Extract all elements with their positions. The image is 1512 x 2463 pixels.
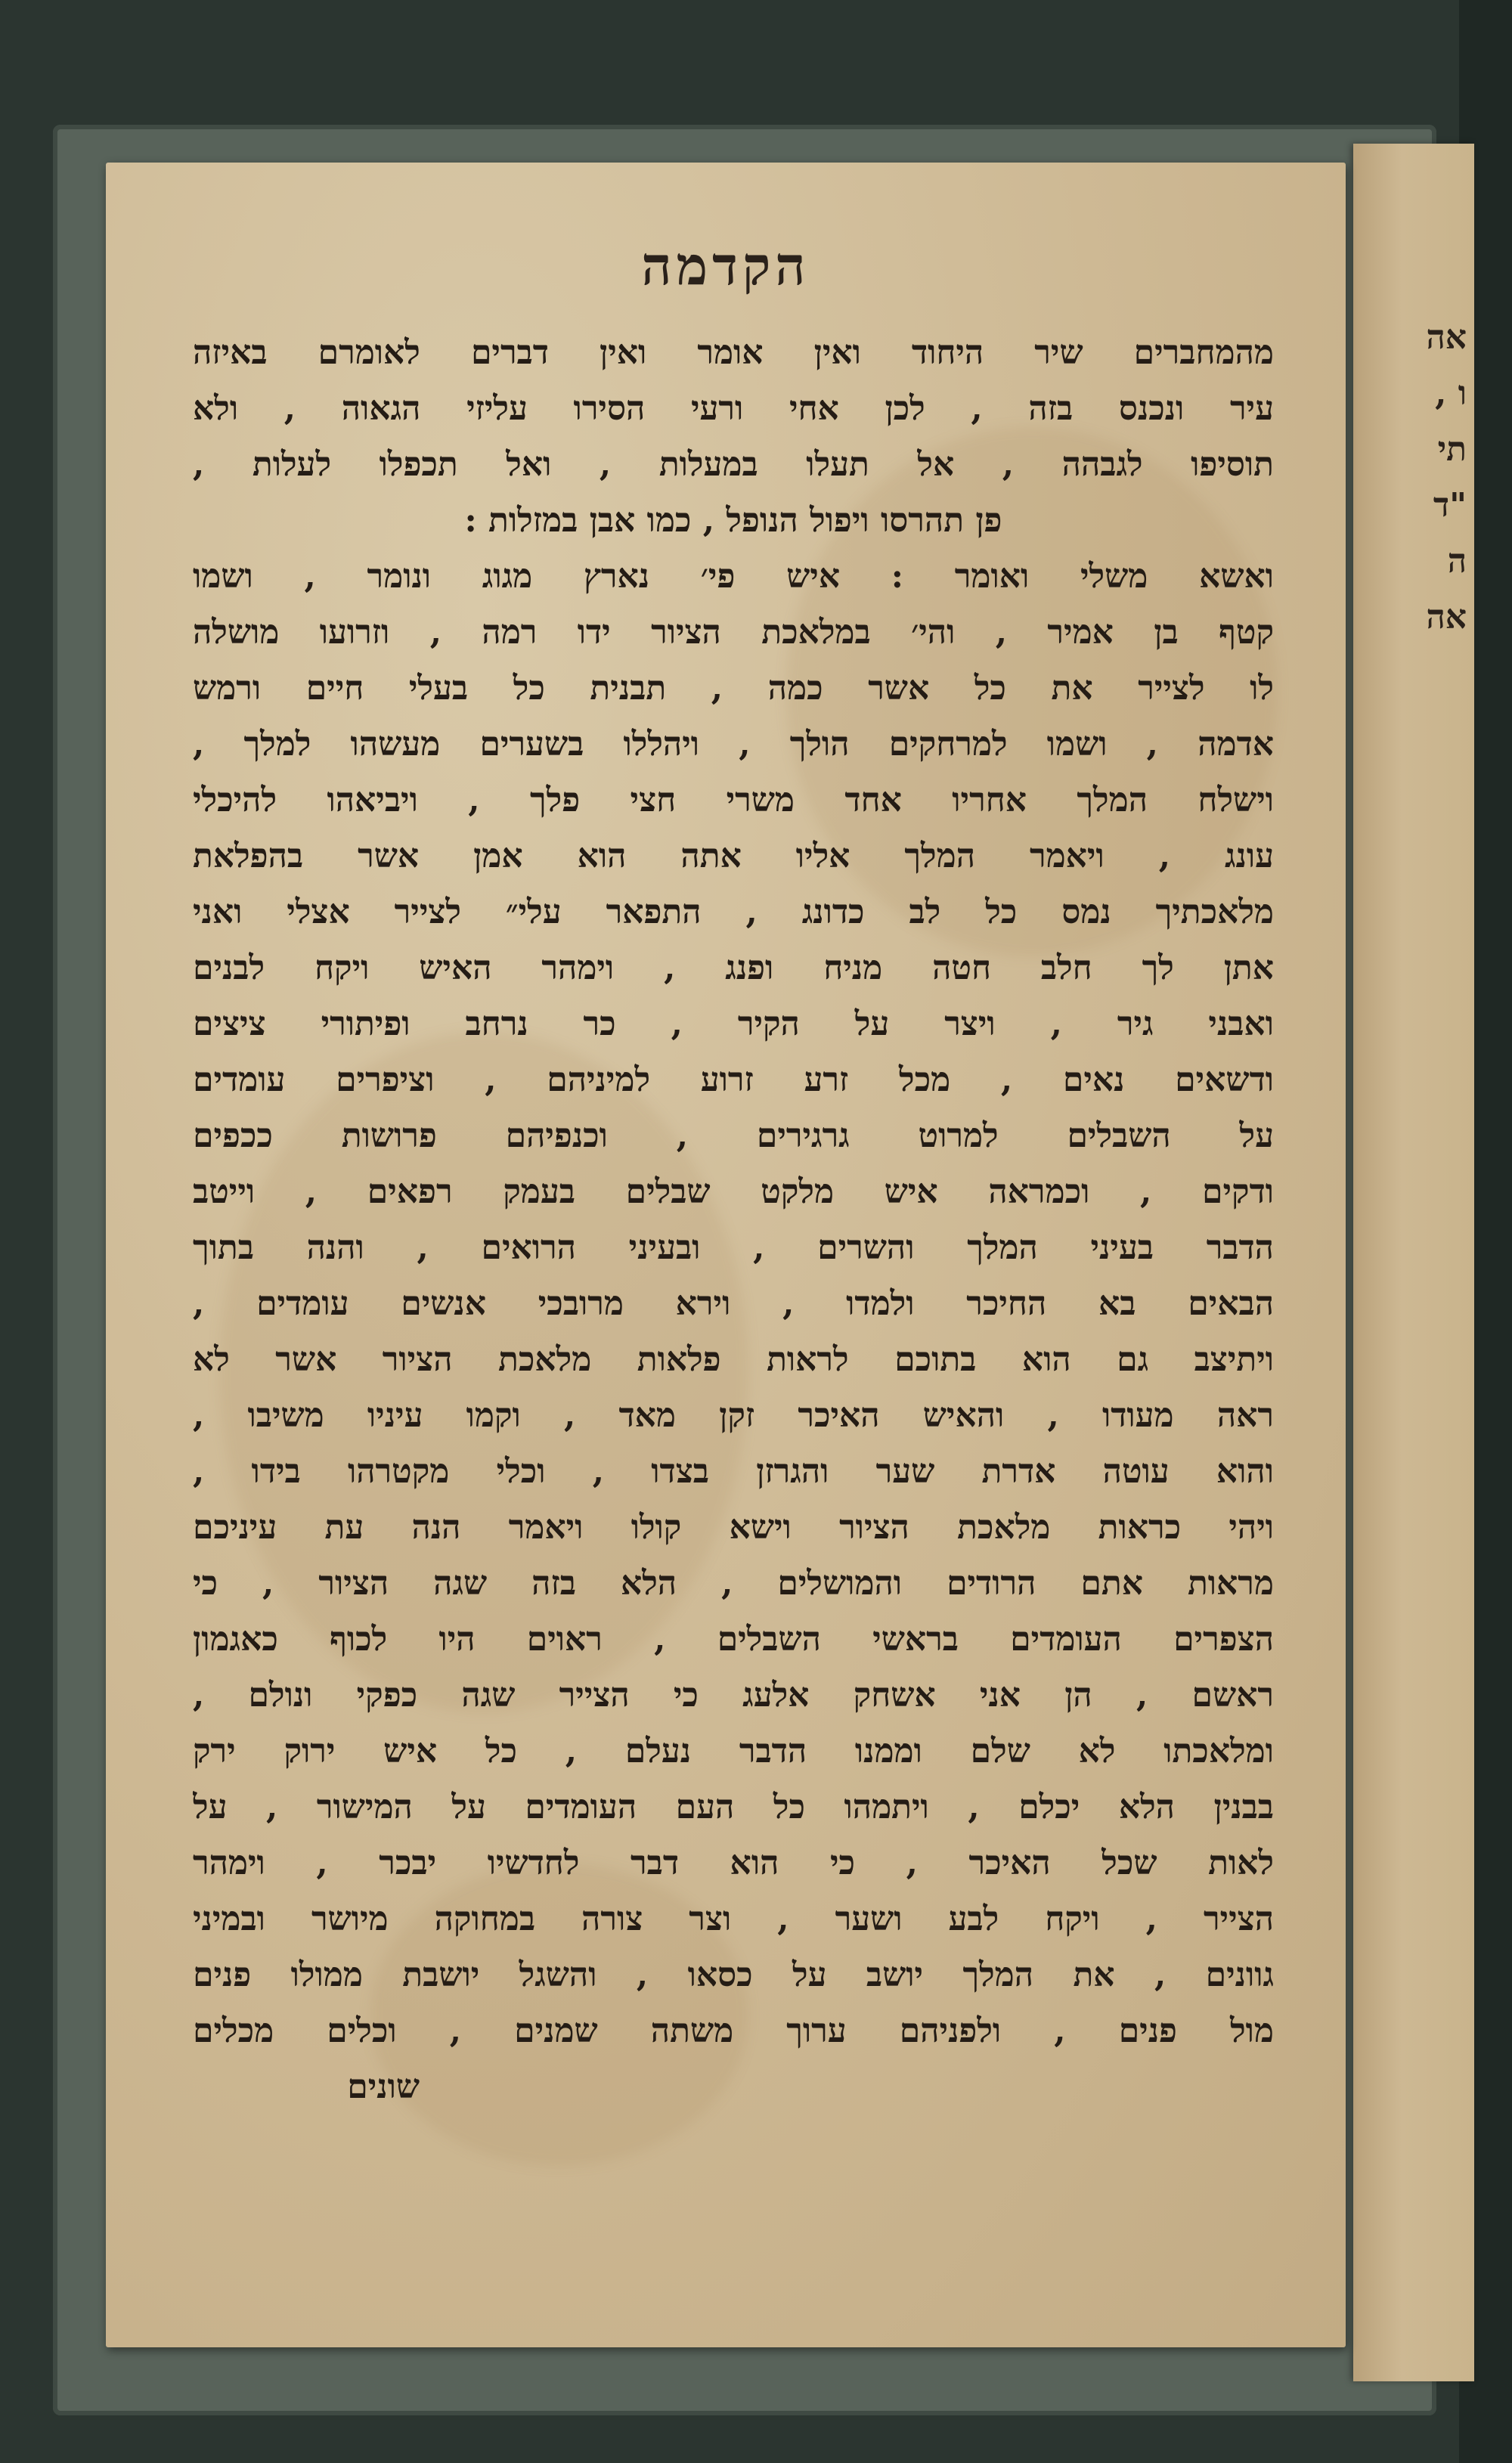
text-line: וישלח המלך אחריו אחד משרי חצי פלך , ויביאהו להיכלי — [193, 781, 1274, 819]
catchword: שונים — [347, 2068, 420, 2106]
text-line: ואבני גיר , ויצר על הקיר , כר נרחב ופיתורי ציצים — [193, 1005, 1274, 1043]
text-line: הצפרים העומדים בראשי השבלים , ראוים היו לכוף כאגמון — [193, 1620, 1274, 1659]
text-line: הבאים בא החיכר ולמדו , וירא מרובכי אנשים עומדים , — [193, 1284, 1274, 1323]
text-line: ודקים , וכמראה איש מלקט שבלים בעמק רפאים , וייטב — [193, 1173, 1274, 1211]
text-line: לו לצייר את כל אשר כמה , תבנית כל בעלי חיים ורמש — [193, 669, 1274, 708]
right-page-line: ה — [1447, 542, 1467, 581]
right-page-line: תי — [1437, 430, 1467, 469]
text-line: אתן לך חלב חטה מניח ופנג , וימהר האיש ויקח לבנים — [193, 949, 1274, 987]
text-line: ודשאים נאים , מכל זרע זרוע למיניהם , וציפרים עומדים — [193, 1061, 1274, 1099]
right-page-line: אה — [1426, 318, 1467, 357]
text-line: ראשם , הן אני אשחק אלעג כי הצייר שגה כפקי ונולם , — [193, 1676, 1274, 1715]
text-line: מהמחברים שיר היחוד ואין אומר ואין דברים לאומרם באיזה — [193, 333, 1274, 372]
text-line: מראות אתם הרודים והמושלים , הלא בזה שגה הציור , כי — [193, 1564, 1274, 1603]
right-page — [1353, 144, 1474, 2381]
text-line: תוסיפו לגבהה , אל תעלו במעלות , ואל תכפלו לעלות , — [193, 445, 1274, 484]
text-line: בבנין הלא יכלם , ויתמהו כל העם העומדים על המישור , על — [193, 1788, 1274, 1826]
body-text — [193, 325, 1274, 2115]
right-page-line: אה — [1426, 598, 1467, 637]
page-title: הקדמה — [641, 234, 810, 297]
text-line: ויהי כראות מלאכת הציור וישא קולו ויאמר הנה עת עיניכם — [193, 1508, 1274, 1547]
text-line: הדבר בעיני המלך והשרים , ובעיני הרואים , והנה בתוך — [193, 1228, 1274, 1267]
text-line: על השבלים למרוט גרגירים , וכנפיהם פרושות ככפים — [193, 1117, 1274, 1155]
text-line: ראה מעודו , והאיש האיכר זקן מאד , וקמו עיניו משיבו , — [193, 1396, 1274, 1435]
text-line: לאות שכל האיכר , כי הוא דבר לחדשיו יבכר , וימהר — [193, 1844, 1274, 1882]
text-line: עיר ונכנס בזה , לכן אחי ורעי הסירו עליזי הגאוה , ולא — [193, 389, 1274, 428]
right-page-text — [1368, 310, 1467, 646]
text-line: הצייר , ויקח לבע ושער , וצר צורה במחוקה מיושר ובמיני — [193, 1900, 1274, 1938]
text-line: והוא עוטה אדרת שער והגרזן בצדו , וכלי מקטרהו בידו , — [193, 1452, 1274, 1491]
text-line: עונג , ויאמר המלך אליו אתה הוא אמן אשר בהפלאת — [193, 837, 1274, 875]
right-page-line: ו , — [1435, 374, 1467, 413]
left-page — [106, 163, 1346, 2347]
text-line: מלאכתיך נמס כל לב כדונג , התפאר עלי״ לצייר אצלי ואני — [193, 893, 1274, 931]
text-line: אדמה , ושמו למרחקים הולך , ויהללו בשערים מעשהו למלך , — [193, 725, 1274, 764]
right-page-line: "ד — [1433, 486, 1467, 525]
text-line: גוונים , את המלך יושב על כסאו , והשגל יושבת ממולו פנים — [193, 1956, 1274, 1994]
text-line: ואשא משלי ואומר : איש פי׳ נארץ מגוג ונומר , ושמו — [193, 557, 1274, 596]
text-line: מול פנים , ולפניהם ערוך משתה שמנים , וכלים מכלים — [193, 2012, 1274, 2050]
text-line: קטף בן אמיר , והי׳ במלאכת הציור ידו רמה , וזרועו מושלה — [193, 613, 1274, 652]
text-line: ויתיצב גם הוא בתוכם לראות פלאות מלאכת הציור אשר לא — [193, 1340, 1274, 1379]
text-line: ומלאכתו לא שלם וממנו הדבר נעלם , כל איש ירוק ירק — [193, 1732, 1274, 1771]
text-line: פן תהרסו ויפול הנופל , כמו אבן במזלות : — [464, 501, 1002, 540]
